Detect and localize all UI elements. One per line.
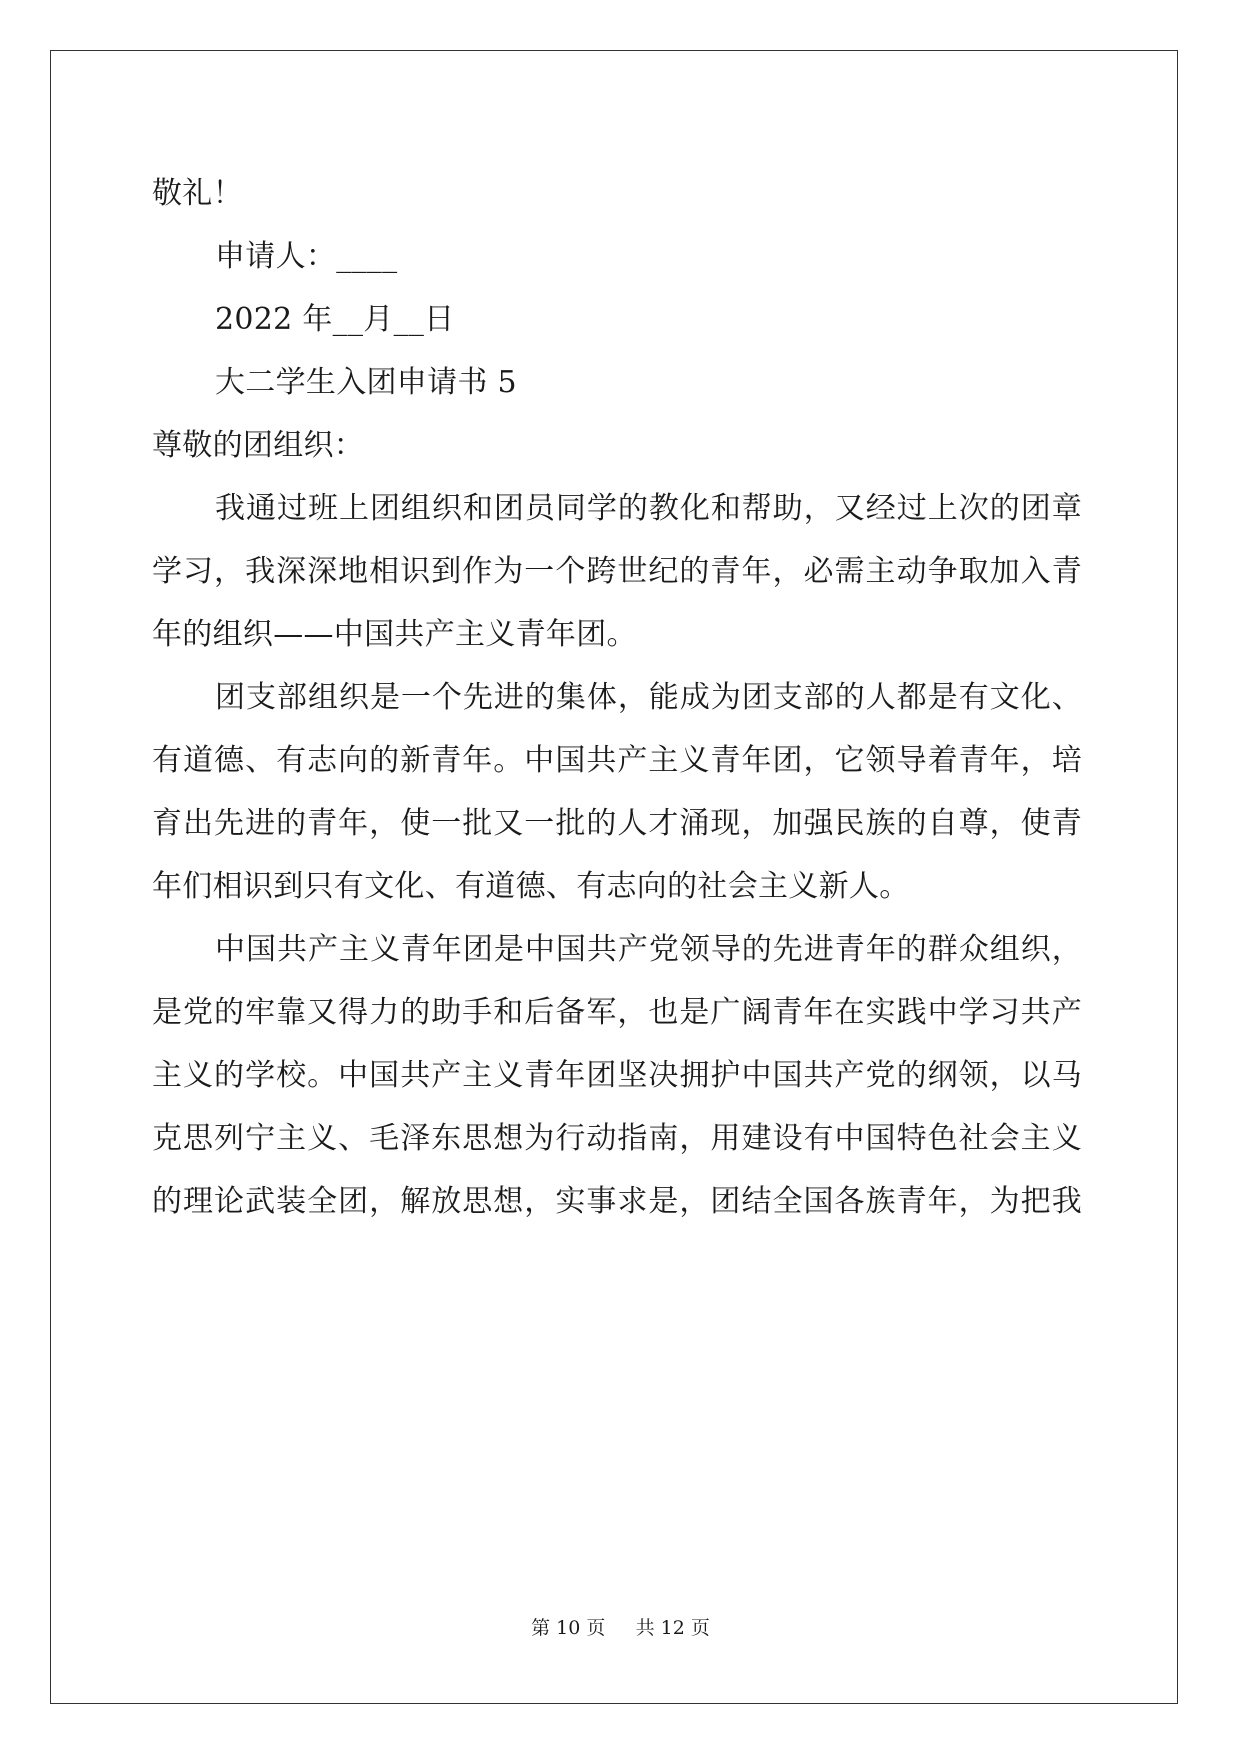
applicant-line: 申请人：____ (215, 239, 398, 274)
paragraph-line: 学习，我深深地相识到作为一个跨世纪的青年，必需主动争取加入青 (152, 554, 1082, 589)
paragraph-line: 育出先进的青年，使一批又一批的人才涌现，加强民族的自尊，使青 (152, 806, 1082, 841)
paragraph-line: 的理论武装全团，解放思想，实事求是，团结全国各族青年，为把我 (152, 1184, 1082, 1219)
section-title: 大二学生入团申请书 5 (215, 365, 517, 400)
paragraph-line: 是党的牢靠又得力的助手和后备军，也是广阔青年在实践中学习共产 (152, 995, 1082, 1030)
paragraph-line: 有道德、有志向的新青年。中国共产主义青年团，它领导着青年，培 (152, 743, 1082, 778)
paragraph-line: 年们相识到只有文化、有道德、有志向的社会主义新人。 (152, 869, 910, 904)
paragraph-3 (152, 918, 1082, 1233)
paragraph-1 (152, 477, 1082, 666)
document-body (152, 162, 1082, 1233)
paragraph-line: 中国共产主义青年团是中国共产党领导的先进青年的群众组织， (215, 932, 1082, 967)
paragraph-line: 年的组织——中国共产主义青年团。 (152, 617, 637, 652)
closing-line: 敬礼！ (152, 176, 243, 211)
paragraph-line: 主义的学校。中国共产主义青年团坚决拥护中国共产党的纲领，以马 (152, 1058, 1082, 1093)
paragraph-2 (152, 666, 1082, 918)
salutation: 尊敬的团组织： (152, 428, 365, 463)
paragraph-line: 我通过班上团组织和团员同学的教化和帮助，又经过上次的团章 (215, 491, 1082, 526)
page-number: 第 10 页 (531, 1617, 606, 1639)
page-footer (0, 1613, 1241, 1640)
paragraph-line: 克思列宁主义、毛泽东思想为行动指南，用建设有中国特色社会主义 (152, 1121, 1082, 1156)
paragraph-line: 团支部组织是一个先进的集体，能成为团支部的人都是有文化、 (215, 680, 1082, 715)
total-pages: 共 12 页 (635, 1617, 710, 1639)
date-line: 2022 年__月__日 (215, 302, 455, 337)
